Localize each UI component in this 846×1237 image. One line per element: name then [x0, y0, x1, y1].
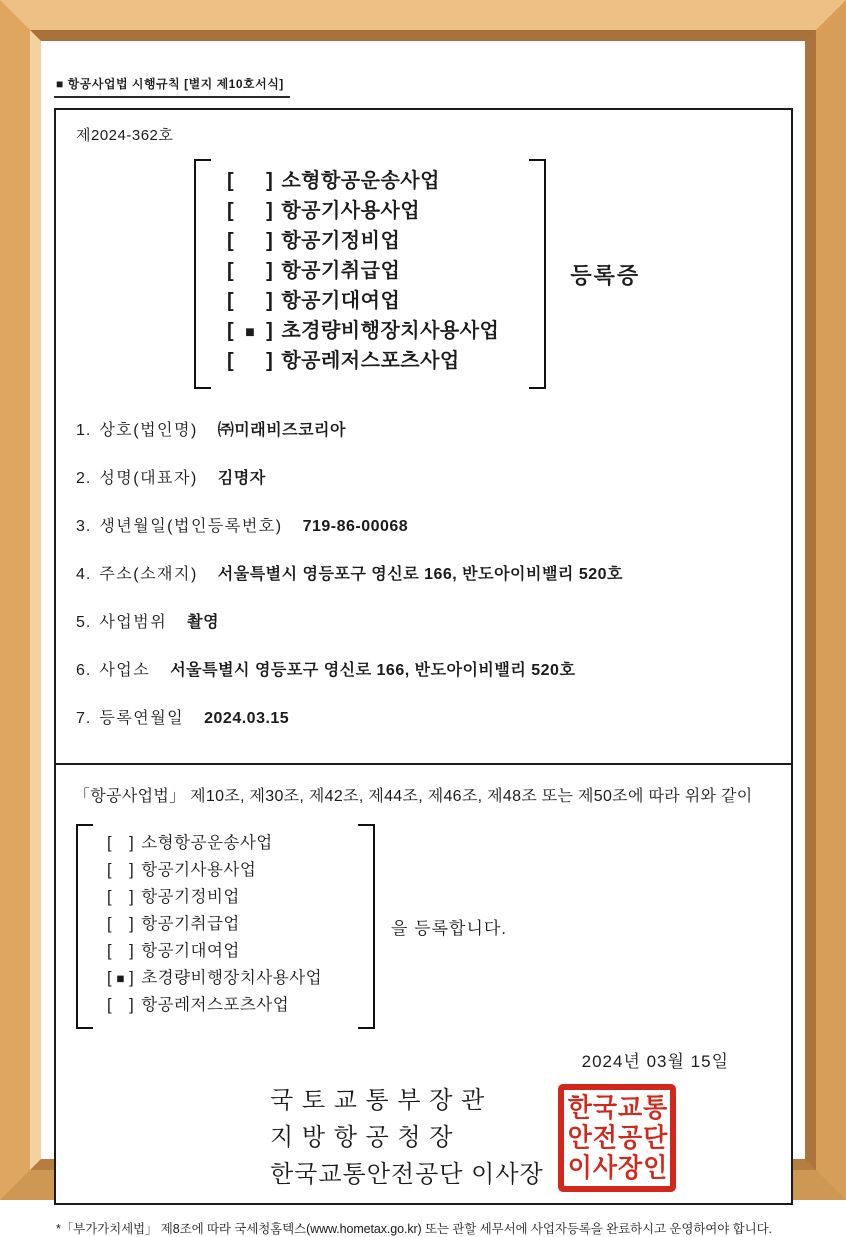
business-type-item: [ ] 항공기정비업 [107, 884, 322, 911]
business-type-item: [ ] 항공기대여업 [227, 287, 499, 317]
field-address: 4. 주소(소재지) 서울특별시 영등포구 영신로 166, 반도아이비밸리 520호 [76, 566, 623, 583]
certificate-main-box [54, 108, 793, 765]
signer-regional-aviation-chief: 지 방 항 공 청 장 [270, 1124, 454, 1151]
business-type-label: 항공기대여업 [281, 290, 401, 312]
checkbox-mark [112, 831, 129, 857]
certificate-page [41, 41, 805, 1236]
checkbox-mark [234, 289, 266, 317]
field-business-scope: 5. 사업범위 촬영 [76, 614, 220, 631]
business-type-item: [ ] 항공기취급업 [107, 911, 322, 938]
business-type-label: 항공기취급업 [141, 915, 240, 933]
business-type-label: 항공기사용사업 [141, 861, 257, 879]
business-type-item: [ ] 항공기취급업 [227, 257, 499, 287]
signer-kotsa-chairman: 한국교통안전공단 이사장 [270, 1161, 544, 1188]
certificate-statement-box [54, 763, 793, 1205]
footer-note: *「부가가치세법」 제8조에 따라 국세청홈텍스(www.hometax.go.kr) 또는 관할 세무서에 사업자등록을 완료하시고 운영하여야 합니다. [56, 1222, 772, 1236]
checkbox-mark-checked: ■ [116, 971, 125, 986]
field-representative: 2. 성명(대표자) 김명자 [76, 470, 266, 487]
business-type-label: 항공기정비업 [141, 888, 240, 906]
checkbox-mark [234, 169, 266, 197]
checkbox-mark-checked: ■ [245, 324, 256, 341]
field-company-name: 1. 상호(법인명) ㈜미래비즈코리아 [76, 422, 346, 439]
certificate-title: 등록증 [570, 262, 641, 288]
frame-bevel [30, 30, 816, 1236]
certificate-fields [76, 417, 775, 728]
field-registration-number: 3. 생년월일(법인등록번호) 719-86-00068 [76, 518, 409, 535]
checkbox-mark [234, 259, 266, 287]
business-type-item-checked: [ ■ ] 초경량비행장치사용사업 [107, 965, 322, 992]
business-type-label: 초경량비행장치사용사업 [281, 320, 500, 342]
register-statement: 을 등록합니다. [391, 919, 508, 938]
checkbox-mark [234, 229, 266, 257]
business-type-item: [ ] 항공기사용사업 [227, 197, 499, 227]
checkbox-mark [112, 885, 129, 911]
business-type-label: 항공기대여업 [141, 942, 240, 960]
business-type-label: 소형항공운송사업 [141, 834, 273, 852]
business-type-item: [ ] 소형항공운송사업 [107, 830, 322, 857]
checkbox-mark [234, 349, 266, 377]
checkbox-mark [112, 939, 129, 965]
field-office: 6. 사업소 서울특별시 영등포구 영신로 166, 반도아이비밸리 520호 [76, 662, 576, 679]
right-bracket [529, 159, 546, 389]
business-type-label: 항공기정비업 [281, 230, 401, 252]
checkbox-mark [112, 858, 129, 884]
checkbox-mark [112, 912, 129, 938]
business-type-item: [ ] 항공기대여업 [107, 938, 322, 965]
business-type-label: 소형항공운송사업 [281, 170, 440, 192]
legal-statement: 「항공사업법」 제10조, 제30조, 제42조, 제44조, 제46조, 제48조 또는 제50조에 따라 위와 같이 [74, 788, 753, 805]
business-type-item: [ ] 항공레저스포츠사업 [107, 992, 322, 1019]
form-header: ■ 항공사업법 시행규칙 [별지 제10호서식] [54, 75, 290, 98]
left-bracket [76, 824, 93, 1029]
business-type-label: 항공레저스포츠사업 [141, 996, 290, 1014]
business-type-label: 항공기사용사업 [281, 200, 421, 222]
business-type-item: [ ] 항공기사용사업 [107, 857, 322, 884]
business-type-label: 항공기취급업 [281, 260, 401, 282]
checkbox-mark [234, 199, 266, 227]
business-type-item: [ ] 항공기정비업 [227, 227, 499, 257]
business-type-label: 항공레저스포츠사업 [281, 350, 460, 372]
business-type-list-bottom [76, 824, 775, 1029]
field-registration-date: 7. 등록연월일 2024.03.15 [76, 710, 290, 727]
checkbox-mark [112, 993, 129, 1019]
business-type-label: 초경량비행장치사용사업 [141, 969, 323, 987]
issue-date: 2024년 03월 15일 [581, 1052, 729, 1071]
business-type-item: [ ] 소형항공운송사업 [227, 167, 499, 197]
business-type-list-top [194, 159, 775, 389]
business-type-item-checked: [ ■ ] 초경량비행장치사용사업 [227, 317, 499, 347]
business-type-item: [ ] 항공레저스포츠사업 [227, 347, 499, 377]
official-seal-stamp: 한국교통 안전공단 이사장인 [558, 1084, 676, 1192]
document-number: 제2024-362호 [76, 127, 174, 144]
right-bracket [358, 824, 375, 1029]
signature-block [270, 1082, 775, 1193]
left-bracket [194, 159, 211, 389]
signer-molit-minister: 국 토 교 통 부 장 관 [270, 1087, 486, 1114]
